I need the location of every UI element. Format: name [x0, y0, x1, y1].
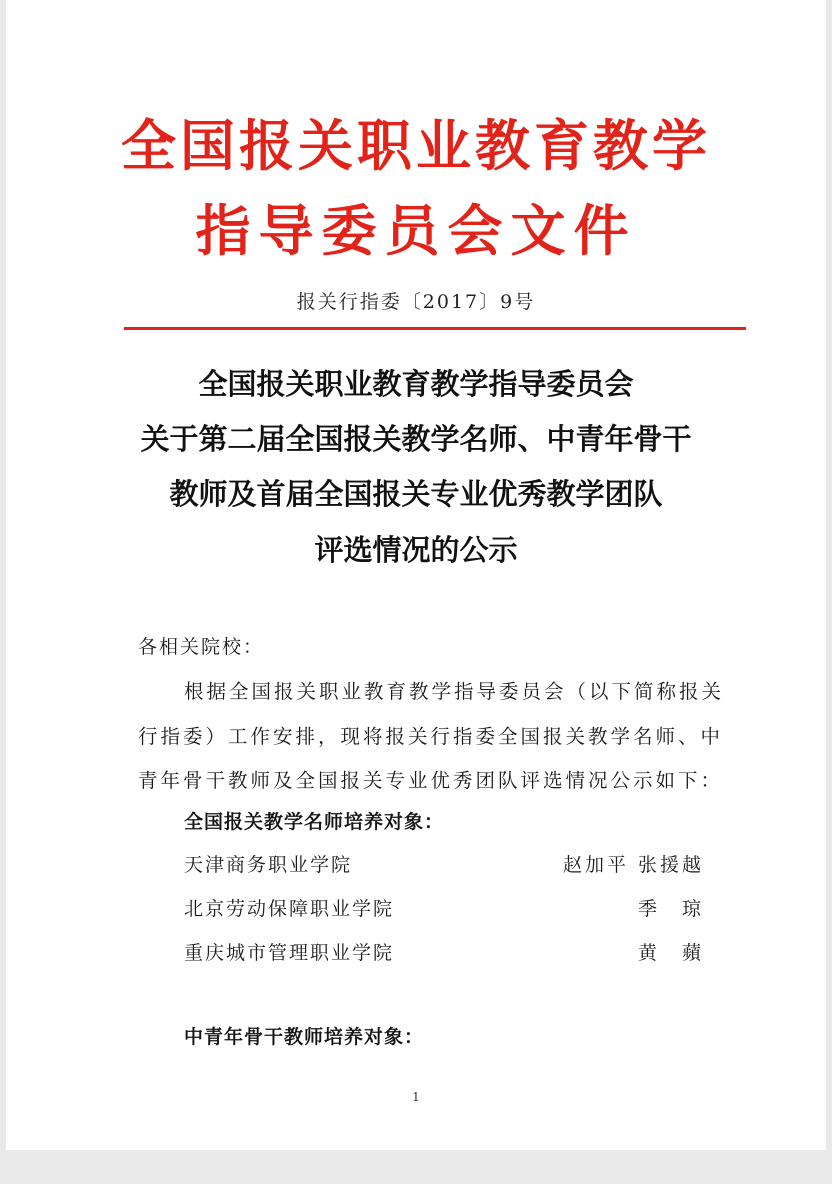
candidate-names: 黄 蘋 [637, 942, 704, 964]
document-number: 报关行指委〔2017〕9号 [296, 291, 536, 313]
title-line-2: 关于第二届全国报关教学名师、中青年骨干 [140, 422, 692, 456]
candidate-names: 赵加平 张援越 [562, 854, 704, 876]
page-number: 1 [412, 1090, 420, 1104]
school-name: 重庆城市管理职业学院 [184, 942, 395, 964]
section-heading-teaching-masters: 全国报关教学名师培养对象： [184, 811, 445, 833]
masthead-line-2: 指导委员会文件 [195, 198, 637, 263]
title-line-4: 评选情况的公示 [314, 533, 518, 567]
salutation: 各相关院校： [138, 636, 265, 658]
school-name: 北京劳动保障职业学院 [184, 898, 395, 920]
masthead-line-1: 全国报关职业教育教学 [120, 113, 711, 178]
school-name: 天津商务职业学院 [184, 854, 353, 876]
body-text-line-2: 行指委）工作安排，现将报关行指委全国报关教学名师、中 [138, 725, 724, 748]
teaching-masters-list [184, 850, 704, 982]
document-page [6, 0, 826, 1150]
list-item [184, 938, 704, 982]
red-divider-line [124, 327, 746, 330]
section-heading-young-teachers: 中青年骨干教师培养对象： [184, 1026, 425, 1048]
candidate-names: 季 琼 [637, 898, 704, 920]
list-item [184, 894, 704, 938]
list-item [184, 850, 704, 894]
title-line-3: 教师及首届全国报关专业优秀教学团队 [169, 477, 663, 511]
body-text-line-1: 根据全国报关职业教育教学指导委员会（以下简称报关 [184, 680, 725, 703]
title-line-1: 全国报关职业教育教学指导委员会 [198, 367, 634, 401]
body-text-line-3: 青年骨干教师及全国报关专业优秀团队评选情况公示如下： [138, 769, 724, 792]
